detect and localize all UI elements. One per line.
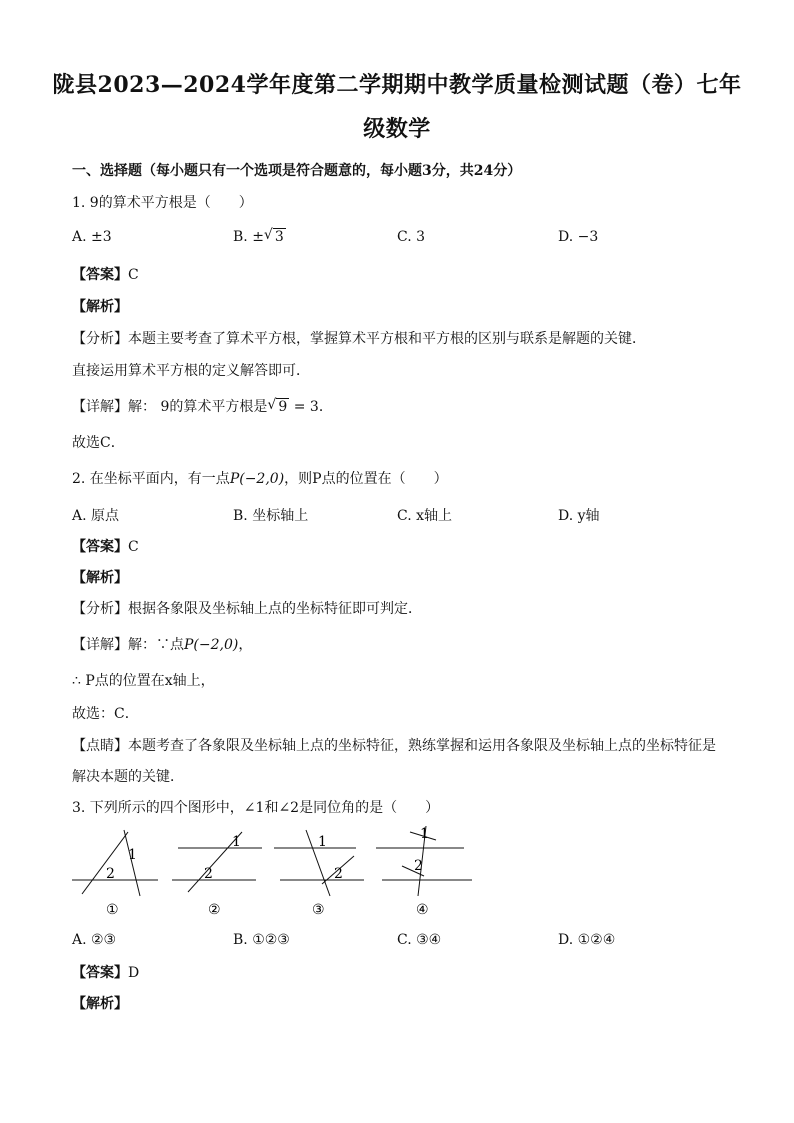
q1-option-c: C. 3 [397, 229, 426, 245]
figure-3 [272, 822, 366, 922]
q2-answer [72, 536, 139, 556]
section-heading: 一、选择题（每小题只有一个选项是符合题意的，每小题3分，共24分） [72, 163, 522, 179]
figure-1-label: ① [106, 902, 119, 918]
q1-stem: 1. 9的算术平方根是（ ） [72, 195, 253, 211]
sqrt-symbol: √ 3 [263, 227, 284, 245]
angle-1-label: 1 [318, 834, 327, 850]
q2-fenxi: 【分析】根据各象限及坐标轴上点的坐标特征即可判定． [72, 601, 422, 617]
answer-value: C [128, 267, 139, 283]
q2-xiangjie-post: ， [238, 637, 253, 653]
q2-dianjing-2: 解决本题的关键． [72, 769, 184, 785]
q1-conclusion: 故选C． [72, 435, 125, 451]
q1-option-a: A. ±3 [72, 229, 112, 245]
figure-3-label: ③ [312, 902, 325, 918]
q1-option-b-radicand: 3 [274, 229, 284, 245]
sqrt-symbol: √ 9 [267, 397, 288, 415]
q2-stem-pre: 2. 在坐标平面内，有一点 [72, 471, 230, 487]
q2-option-a: A. 原点 [72, 508, 120, 524]
q1-answer [72, 264, 139, 284]
document-title-line2: 级数学 [363, 116, 431, 142]
q2-stem [72, 468, 448, 488]
q1-xiangjie-pre: 【详解】解： 9的算术平方根是 [72, 399, 268, 415]
answer-tag: 【答案】 [72, 539, 128, 555]
q2-conclusion: 故选：C． [72, 706, 139, 722]
q3-option-d: D. ①②④ [558, 932, 616, 948]
figure-1 [70, 822, 162, 922]
answer-value: C [128, 539, 139, 555]
q3-option-b: B. ①②③ [233, 932, 290, 948]
q2-xiangjie-point: P(−2,0) [184, 637, 239, 653]
q1-option-b-text: B. ± [233, 229, 264, 245]
angle-1-label: 1 [232, 834, 241, 850]
answer-value: D [128, 965, 140, 981]
q3-option-c: C. ③④ [397, 932, 442, 948]
q1-option-d: D. −3 [558, 229, 599, 245]
angle-2-label: 2 [106, 866, 115, 882]
q2-point: P(−2,0) [229, 471, 285, 487]
figure-2-label: ② [208, 902, 221, 918]
q2-stem-post: ，则P点的位置在（ ） [284, 471, 448, 487]
q1-analysis-tag: 【解析】 [72, 299, 128, 315]
angle-2-label: 2 [334, 866, 343, 882]
figure-4 [374, 822, 474, 922]
figure-2 [170, 822, 264, 922]
document-title-line1: 陇县2023—2024学年度第二学期期中教学质量检测试题（卷）七年 [52, 72, 742, 98]
q3-answer [72, 962, 139, 982]
q1-fenxi-2: 直接运用算术平方根的定义解答即可． [72, 363, 310, 379]
q3-option-a: A. ②③ [72, 932, 117, 948]
figure-4-label: ④ [416, 902, 429, 918]
q2-analysis-tag: 【解析】 [72, 570, 128, 586]
q1-fenxi: 【分析】本题主要考查了算术平方根，掌握算术平方根和平方根的区别与联系是解题的关键． [72, 331, 646, 347]
angle-2-label: 2 [204, 866, 213, 882]
answer-tag: 【答案】 [72, 965, 128, 981]
q2-xiangjie-pre: 【详解】解：∵点 [72, 637, 184, 653]
angle-1-label: 1 [420, 826, 429, 842]
q2-therefore: ∴ P点的位置在x轴上， [72, 673, 215, 689]
answer-tag: 【答案】 [72, 267, 128, 283]
q1-xiangjie [72, 396, 333, 416]
q1-xiangjie-radicand: 9 [278, 399, 288, 415]
q2-option-b: B. 坐标轴上 [233, 508, 309, 524]
q1-option-b [233, 229, 286, 245]
angle-1-label: 1 [128, 847, 137, 863]
q3-analysis-tag: 【解析】 [72, 996, 128, 1012]
angle-2-label: 2 [414, 858, 423, 874]
q2-option-d: D. y轴 [558, 508, 600, 524]
q2-dianjing: 【点睛】本题考查了各象限及坐标轴上点的坐标特征，熟练掌握和运用各象限及坐标轴上点的坐标特征是 [72, 738, 716, 754]
q3-stem: 3. 下列所示的四个图形中，∠1和∠2是同位角的是（ ） [72, 800, 440, 816]
q1-xiangjie-post: = 3． [289, 399, 333, 415]
q2-xiangjie [72, 634, 252, 654]
q2-option-c: C. x轴上 [397, 508, 453, 524]
